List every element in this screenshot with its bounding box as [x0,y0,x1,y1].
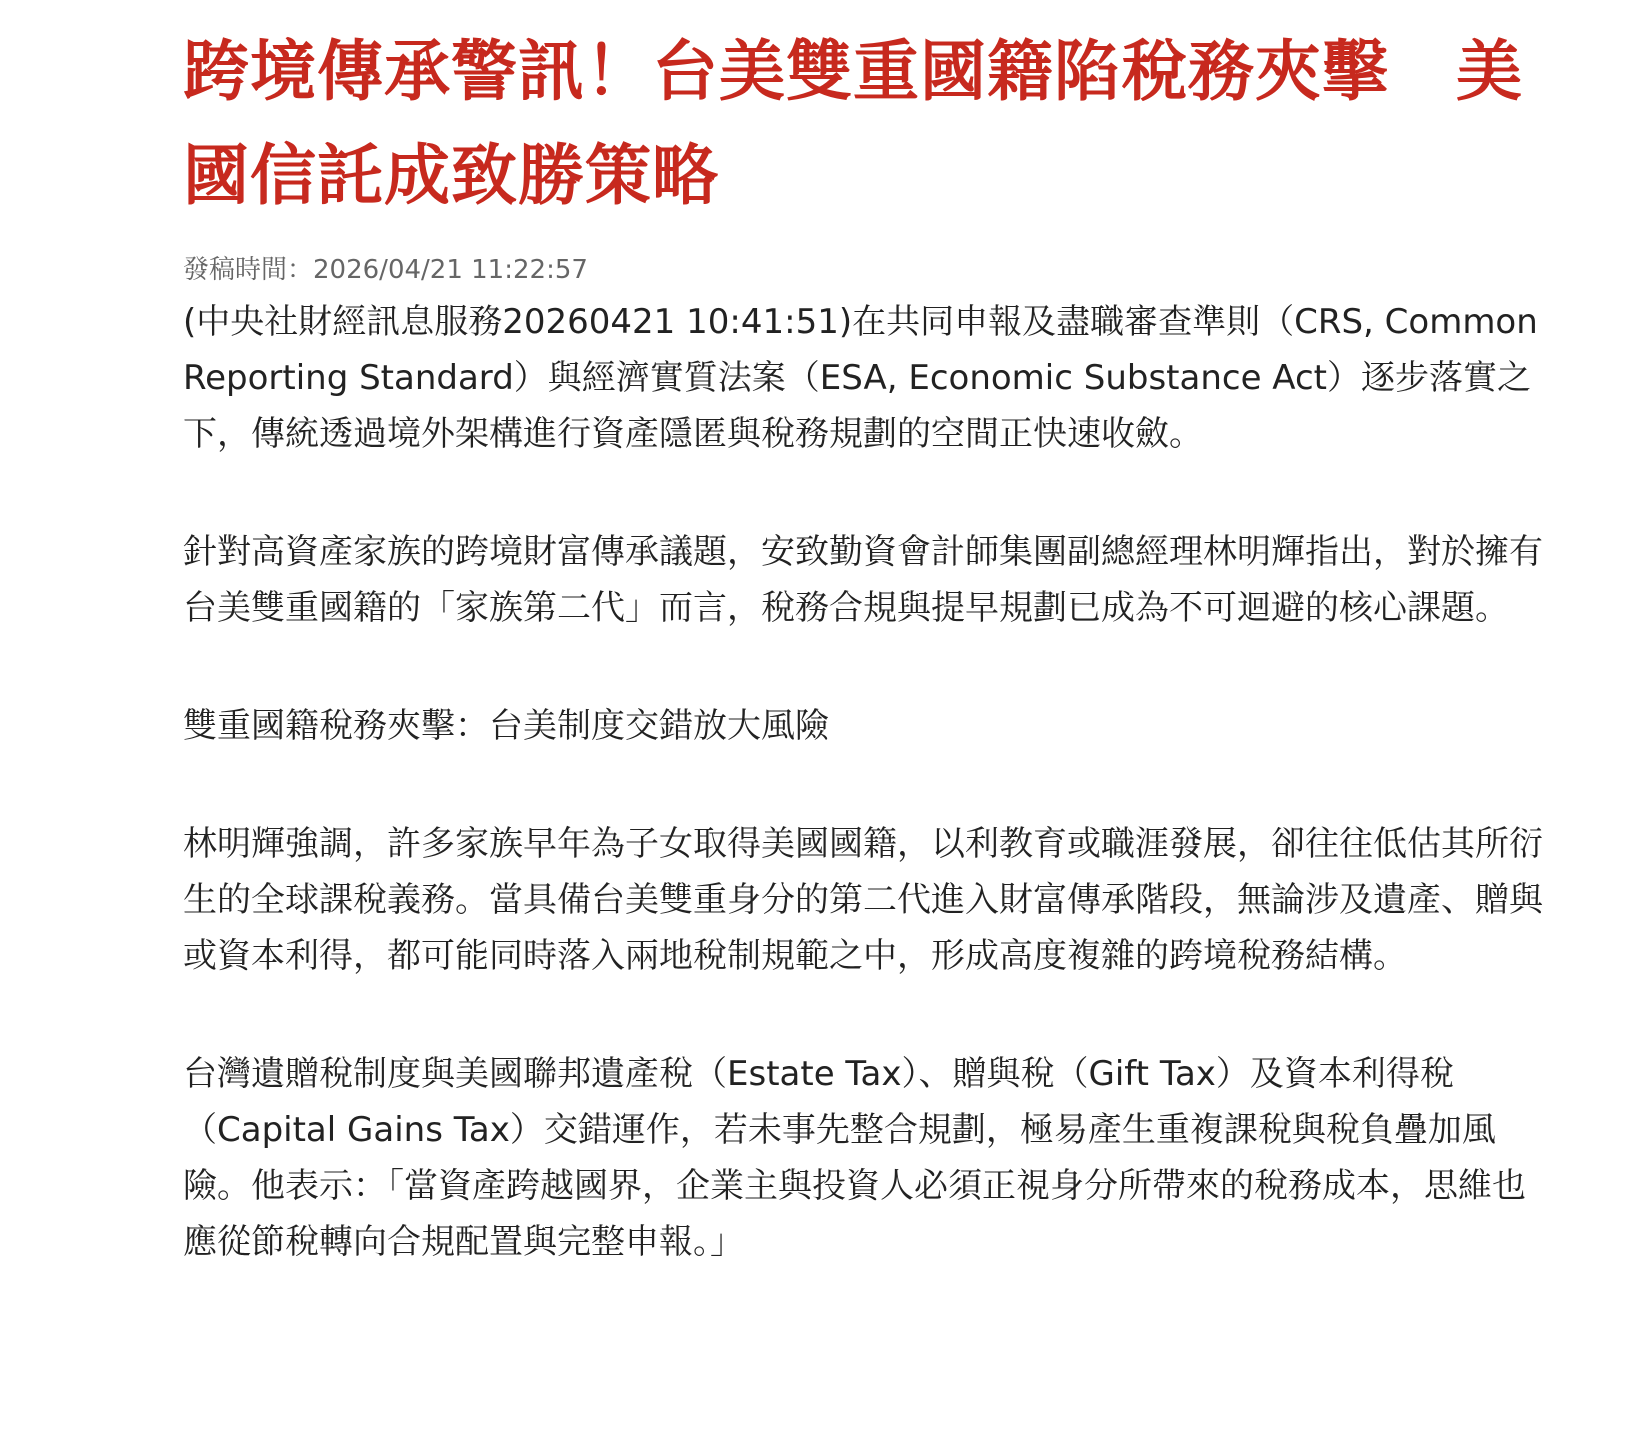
publish-time-value: 2026/04/21 11:22:57 [313,255,588,285]
section-subheading: 雙重國籍稅務夾擊：台美制度交錯放大風險 [183,706,829,746]
article [183,20,1543,1270]
article-paragraph: 台灣遺贈稅制度與美國聯邦遺產稅（Estate Tax）、贈與稅（Gift Tax）及資本利得稅（Capital Gains Tax）交錯運作，若未事先整合規劃，極易產生重複課稅與稅負疊加風險。他表示：「當資產跨越國界，企業主與投資人必須正視身分所帶來的稅務成本，思維也應從節稅轉向合規配置與完整申報。」 [183,1054,1526,1262]
article-title: 跨境傳承警訊！台美雙重國籍陷稅務夾擊 美國信託成致勝策略 [183,33,1523,214]
article-paragraph: 針對高資產家族的跨境財富傳承議題，安致勤資會計師集團副總經理林明輝指出，對於擁有台美雙重國籍的「家族第二代」而言，稅務合規與提早規劃已成為不可迴避的核心課題。 [183,532,1543,628]
publish-time [183,252,1543,288]
article-paragraph: (中央社財經訊息服務20260421 10:41:51)在共同申報及盡職審查準則（CRS, Common Reporting Standard）與經濟實質法案（ESA, Economic Substance Act）逐步落實之下，傳統透過境外架構進行資產隱匿與稅務規劃的空間正快速收斂。 [183,302,1538,454]
publish-time-label: 發稿時間： [183,255,314,285]
article-paragraph: 林明輝強調，許多家族早年為子女取得美國國籍，以利教育或職涯發展，卻往往低估其所衍生的全球課稅義務。當具備台美雙重身分的第二代進入財富傳承階段，無論涉及遺產、贈與或資本利得，都可能同時落入兩地稅制規範之中，形成高度複雜的跨境稅務結構。 [183,824,1543,976]
article-body [183,294,1543,1270]
